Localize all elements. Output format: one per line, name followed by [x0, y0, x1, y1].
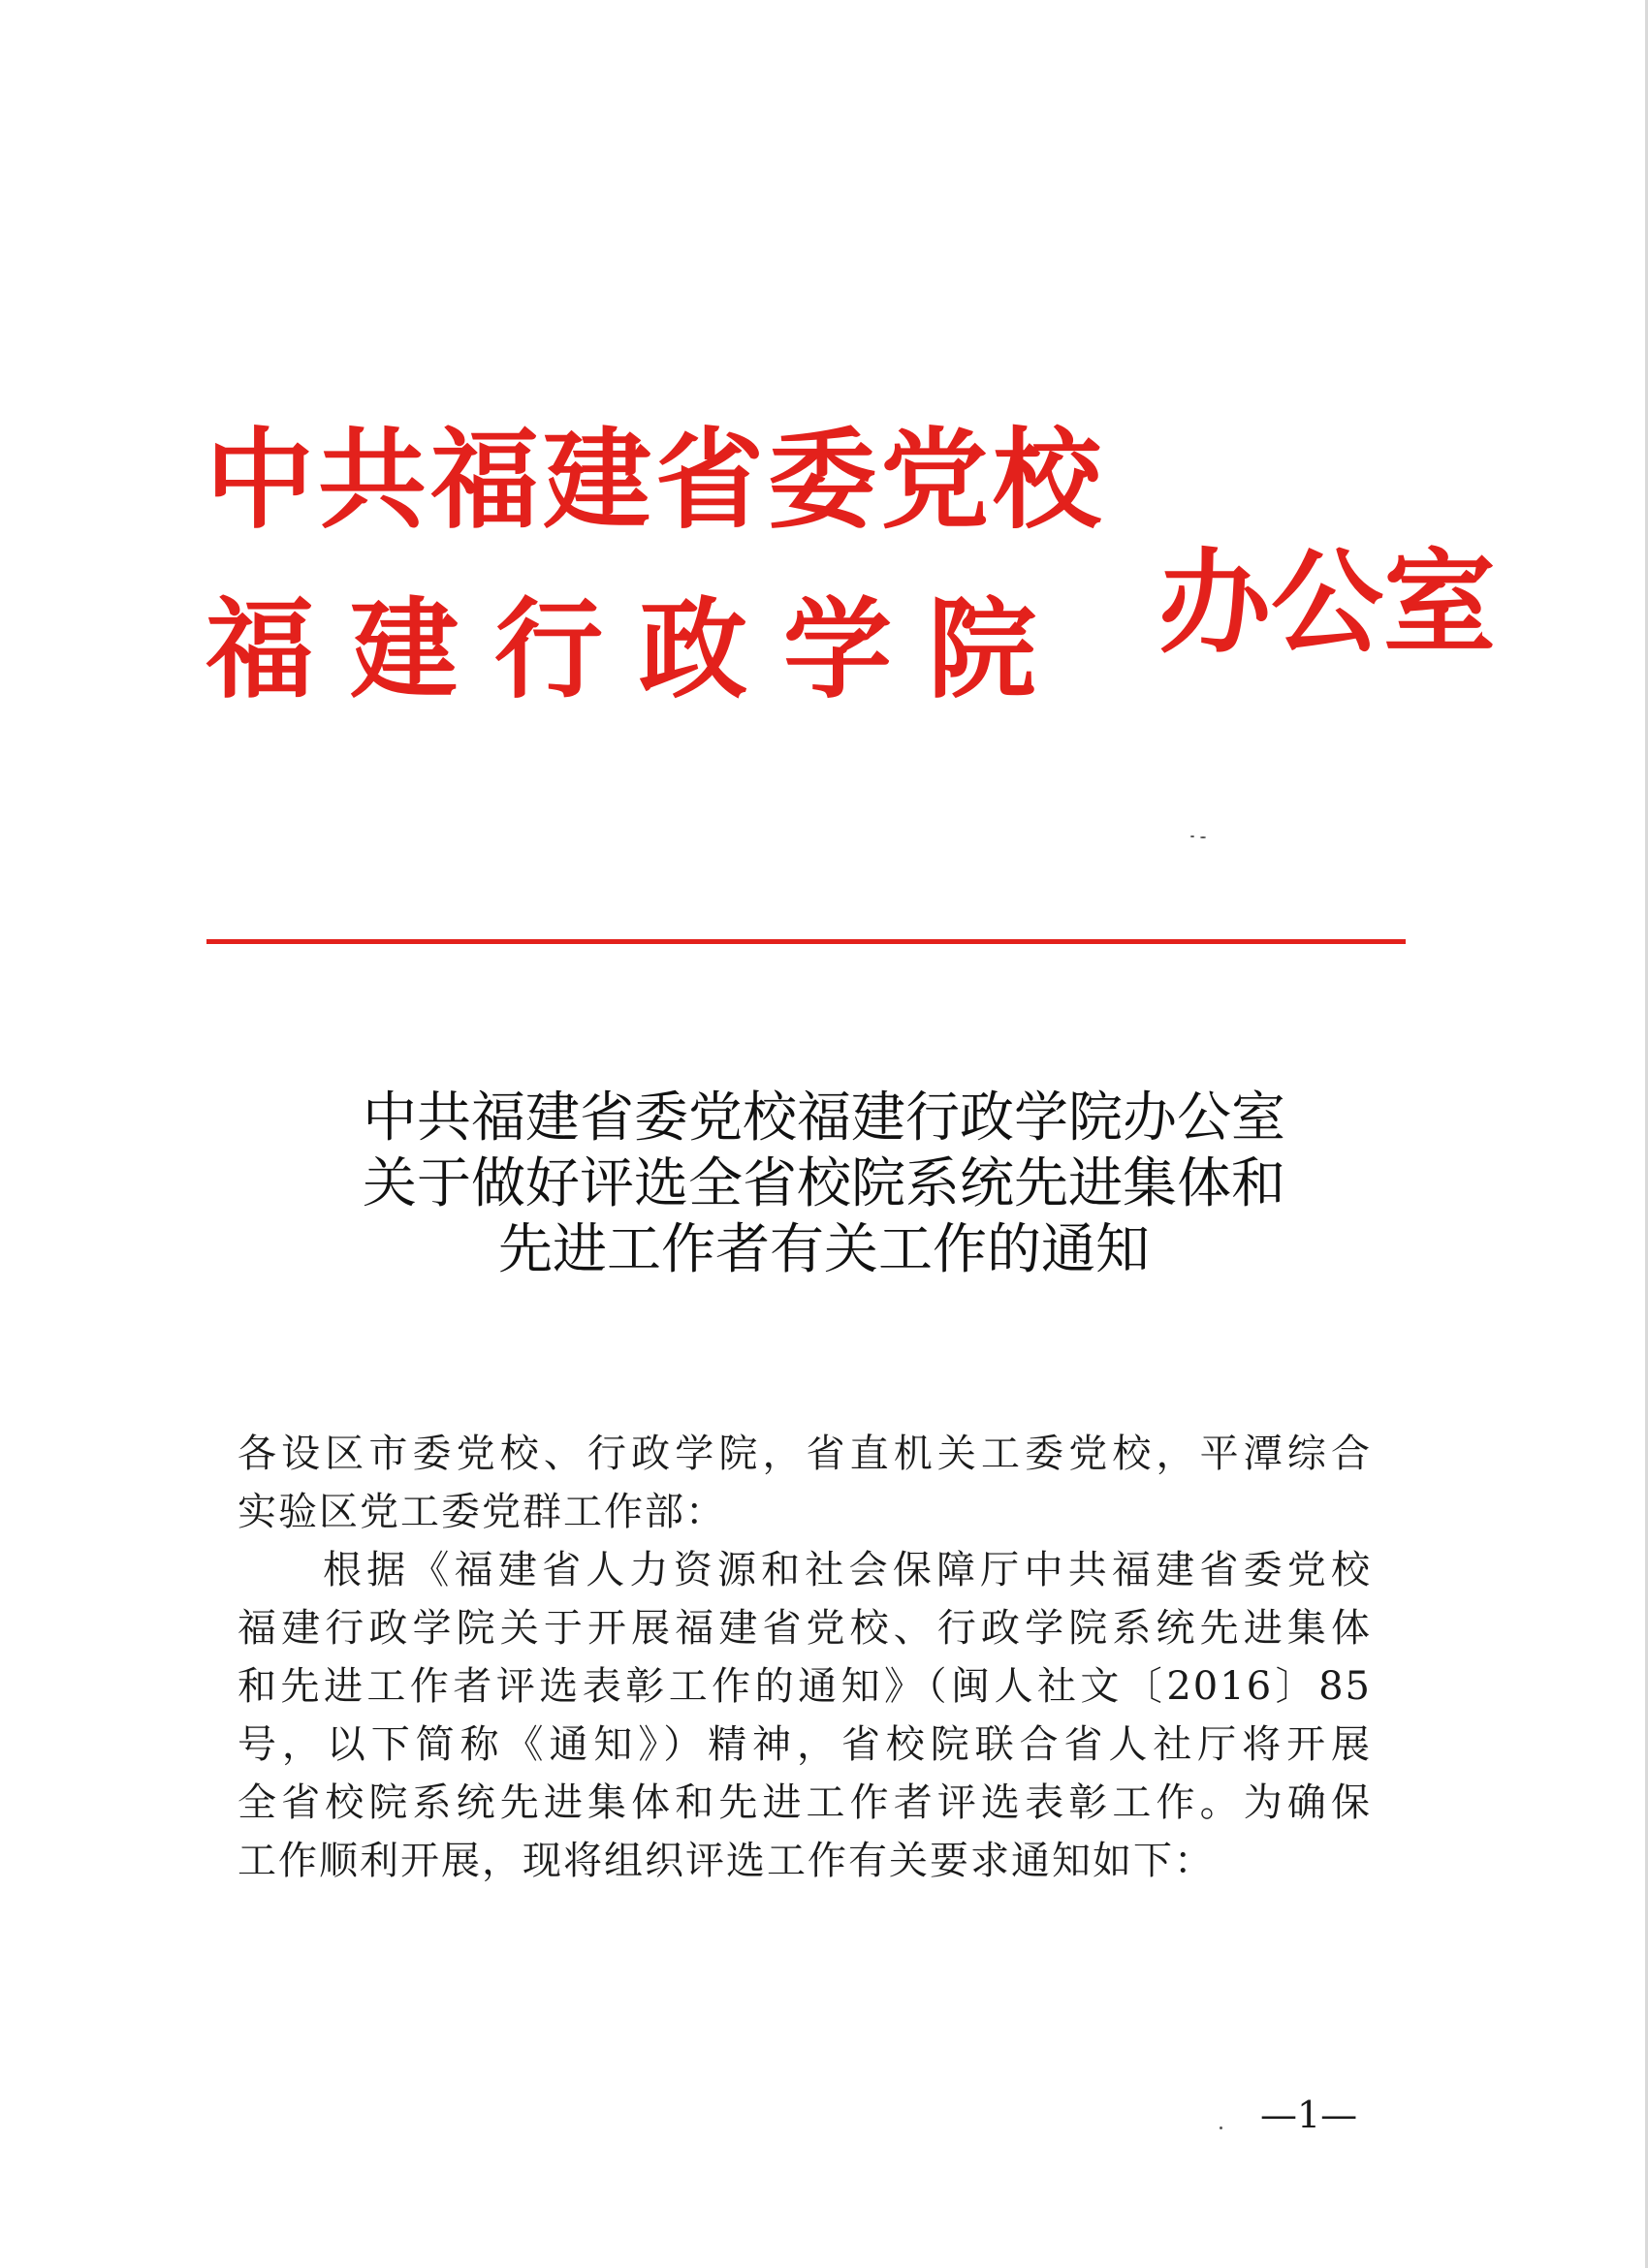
paragraph-line-2: 福建行政学院关于开展福建省党校、行政学院系统先进集体	[238, 1606, 1372, 1651]
paragraph-line-3: 和先进工作者评选表彰工作的通知》（闽人社文〔2016〕85	[238, 1664, 1372, 1709]
paragraph-line-4: 号，以下简称《通知》）精神，省校院联合省人社厅将开展	[238, 1722, 1372, 1767]
document-title	[0, 1086, 1648, 1283]
addressee-line-2: 实验区党工委党群工作部：	[238, 1490, 726, 1534]
scan-speck	[1190, 835, 1194, 837]
paragraph-line-5: 全省校院系统先进集体和先进工作者评选表彰工作。为确保	[238, 1780, 1372, 1825]
title-line-3: 先进工作者有关工作的通知	[498, 1218, 1150, 1281]
page-number: —1—	[1260, 2094, 1358, 2136]
red-divider	[206, 939, 1406, 944]
document-body	[238, 1425, 1372, 1890]
scan-speck	[1220, 2126, 1222, 2129]
addressee-line-1: 各设区市委党校、行政学院，省直机关工委党校，平潭综合	[238, 1432, 1372, 1476]
paragraph-line-1: 根据《福建省人力资源和社会保障厅中共福建省委党校	[323, 1548, 1372, 1592]
letterhead-office: 办公室	[1158, 538, 1496, 669]
paragraph-line-6: 工作顺利开展，现将组织评选工作有关要求通知如下：	[238, 1839, 1215, 1883]
title-line-2: 关于做好评选全省校院系统先进集体和	[363, 1152, 1285, 1215]
title-line-1: 中共福建省委党校福建行政学院办公室	[363, 1087, 1285, 1150]
scan-speck	[1200, 836, 1206, 838]
letterhead-line-2: 福建行政学院	[206, 587, 1072, 713]
letterhead-line-1: 中共福建省委党校	[206, 418, 1105, 544]
